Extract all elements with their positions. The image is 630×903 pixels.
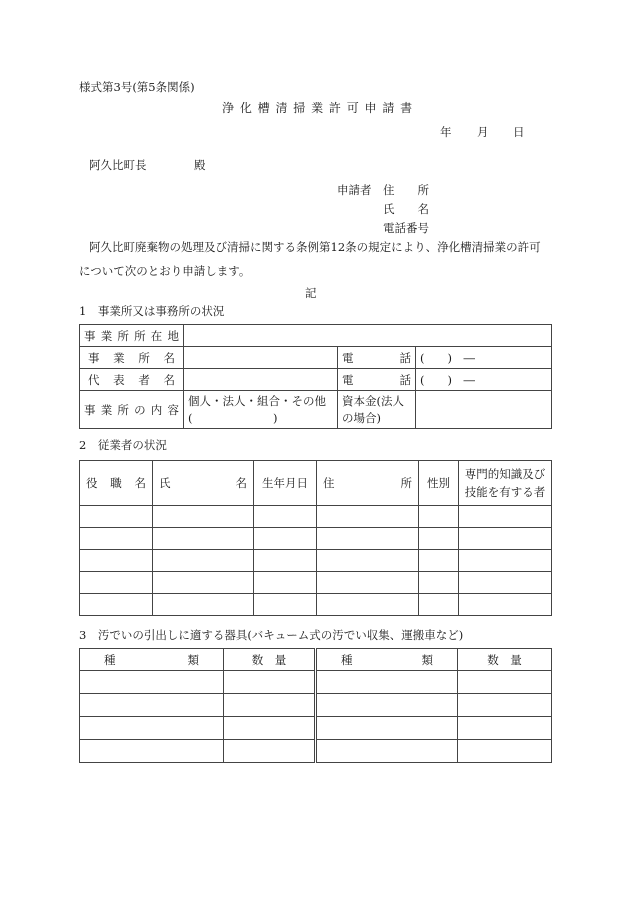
employee-birthdate-cell[interactable] [254, 550, 317, 572]
equipment-quantity-cell[interactable] [224, 740, 316, 763]
phone-label-cell-2 [338, 369, 416, 391]
equipment-quantity-cell[interactable] [224, 717, 316, 740]
employee-row [80, 528, 552, 550]
applicant-phone-label: 電話番号 [383, 221, 429, 235]
location-label-cell [80, 325, 184, 347]
content-options-cell[interactable] [184, 391, 338, 429]
addressee-honorific: 殿 [194, 158, 206, 172]
header-equipment-type-1: 種 類 [80, 649, 224, 671]
employee-name-cell[interactable] [153, 506, 254, 528]
employee-birthdate-cell[interactable] [254, 594, 317, 616]
employee-position-cell[interactable] [80, 506, 153, 528]
representative-value-cell[interactable] [184, 369, 338, 391]
header-quantity-1: 数 量 [224, 649, 316, 671]
employee-name-cell[interactable] [153, 550, 254, 572]
phone-value-cell-2[interactable] [416, 369, 552, 391]
equipment-row [80, 717, 552, 740]
location-value-cell[interactable] [184, 325, 552, 347]
equipment-row [80, 694, 552, 717]
employee-birthdate-cell[interactable] [254, 572, 317, 594]
equipment-type-cell[interactable] [316, 740, 458, 763]
employee-address-cell[interactable] [317, 506, 419, 528]
employee-position-cell[interactable] [80, 528, 153, 550]
employee-address-cell[interactable] [317, 594, 419, 616]
header-specialist: 専門的知識及び技能を有する者 [459, 461, 552, 506]
date-year: 年 [440, 125, 452, 139]
form-number: 様式第3号(第5条関係) [79, 80, 195, 94]
header-quantity-2: 数 量 [458, 649, 552, 671]
equipment-type-cell[interactable] [80, 694, 224, 717]
employee-position-cell[interactable] [80, 550, 153, 572]
applicant-label: 申請者 [337, 183, 372, 197]
equipment-row [80, 671, 552, 694]
employee-position-cell[interactable] [80, 594, 153, 616]
employee-gender-cell[interactable] [419, 594, 459, 616]
content-label: 事業所の内容 [84, 402, 179, 417]
employee-address-cell[interactable] [317, 572, 419, 594]
section2-heading: 2 従業者の状況 [79, 438, 167, 452]
ki-mark: 記 [305, 286, 317, 300]
employee-birthdate-cell[interactable] [254, 506, 317, 528]
equipment-type-cell[interactable] [80, 717, 224, 740]
employee-name-cell[interactable] [153, 572, 254, 594]
phone-label-cell-1 [338, 347, 416, 369]
employee-birthdate-cell[interactable] [254, 528, 317, 550]
equipment-quantity-cell[interactable] [458, 717, 552, 740]
header-name: 氏 名 [153, 461, 254, 506]
equipment-row [80, 740, 552, 763]
business-name-label-cell [80, 347, 184, 369]
capital-label: 資本金(法人の場合) [342, 393, 404, 425]
location-label: 事業所所在地 [84, 328, 179, 343]
employee-address-cell[interactable] [317, 550, 419, 572]
section3-heading: 3 汚でいの引出しに適する器具(バキューム式の汚でい収集、運搬車など) [79, 628, 464, 642]
header-address: 住 所 [317, 461, 419, 506]
equipment-quantity-cell[interactable] [458, 694, 552, 717]
representative-label-cell [80, 369, 184, 391]
employee-row [80, 594, 552, 616]
phone-format-2: ( ) ― [420, 372, 475, 387]
employee-specialist-cell[interactable] [459, 594, 552, 616]
page-title: 浄 化 槽 清 掃 業 許 可 申 請 書 [222, 101, 414, 115]
employees-table [79, 460, 552, 616]
employee-specialist-cell[interactable] [459, 528, 552, 550]
representative-label: 代表者名 [88, 372, 175, 387]
capital-label-cell [338, 391, 416, 429]
employee-specialist-cell[interactable] [459, 550, 552, 572]
employee-gender-cell[interactable] [419, 550, 459, 572]
business-name-value-cell[interactable] [184, 347, 338, 369]
equipment-type-cell[interactable] [80, 671, 224, 694]
date-month: 月 [477, 125, 489, 139]
phone-format-1: ( ) ― [420, 350, 475, 365]
employee-position-cell[interactable] [80, 572, 153, 594]
content-options: 個人・法人・組合・その他( ) [188, 393, 326, 425]
equipment-type-cell[interactable] [316, 671, 458, 694]
business-info-table [79, 324, 552, 429]
employee-name-cell[interactable] [153, 594, 254, 616]
equipment-quantity-cell[interactable] [224, 671, 316, 694]
equipment-quantity-cell[interactable] [458, 671, 552, 694]
capital-value-cell[interactable] [416, 391, 552, 429]
header-position: 役職名 [80, 461, 153, 506]
employee-specialist-cell[interactable] [459, 506, 552, 528]
equipment-type-cell[interactable] [80, 740, 224, 763]
employee-specialist-cell[interactable] [459, 572, 552, 594]
employee-gender-cell[interactable] [419, 572, 459, 594]
addressee-name: 阿久比町長 [89, 158, 147, 172]
equipment-table [79, 648, 552, 763]
business-name-label: 事業所名 [88, 350, 175, 365]
employee-row [80, 506, 552, 528]
phone-value-cell-1[interactable] [416, 347, 552, 369]
employee-gender-cell[interactable] [419, 506, 459, 528]
equipment-type-cell[interactable] [316, 717, 458, 740]
applicant-address-label: 住 所 [383, 183, 429, 197]
equipment-quantity-cell[interactable] [458, 740, 552, 763]
header-birthdate: 生年月日 [254, 461, 317, 506]
equipment-type-cell[interactable] [316, 694, 458, 717]
date-day: 日 [513, 125, 525, 139]
employee-gender-cell[interactable] [419, 528, 459, 550]
content-label-cell [80, 391, 184, 429]
body-text-line1: 阿久比町廃棄物の処理及び清掃に関する条例第12条の規定により、浄化槽清掃業の許可 [89, 240, 541, 254]
phone-label-2: 電話 [342, 372, 411, 387]
employee-row [80, 572, 552, 594]
header-gender: 性別 [419, 461, 459, 506]
employee-address-cell[interactable] [317, 528, 419, 550]
header-equipment-type-2: 種 類 [316, 649, 458, 671]
equipment-quantity-cell[interactable] [224, 694, 316, 717]
applicant-name-label: 氏 名 [383, 202, 429, 216]
employee-name-cell[interactable] [153, 528, 254, 550]
employee-row [80, 550, 552, 572]
section1-heading: 1 事業所又は事務所の状況 [79, 304, 225, 318]
phone-label-1: 電話 [342, 350, 411, 365]
body-text-line2: について次のとおり申請します。 [79, 264, 251, 278]
